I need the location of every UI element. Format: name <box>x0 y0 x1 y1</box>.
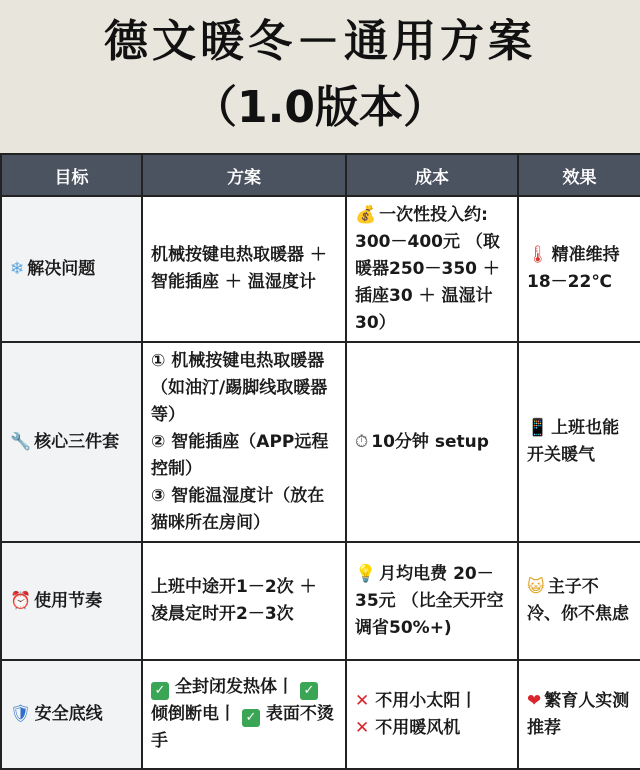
goal-label: 使用节奏 <box>34 590 103 611</box>
check-text: 表面不烫手 <box>151 704 334 751</box>
plan-text: 上班中途开1－2次 ＋ 凌晨定时开2－3次 <box>151 577 317 624</box>
column-header-plan: 方案 <box>142 154 346 196</box>
alarm-clock-icon: ⏰ <box>10 590 32 611</box>
table-row <box>1 660 640 769</box>
cost-cell <box>346 342 518 542</box>
cross-icon: ✕ <box>355 717 370 738</box>
page-title: 德文暖冬－通用方案 <box>104 16 536 67</box>
check-icon: ✓ <box>242 709 260 727</box>
plan-item: ③ 智能温湿度计（放在猫咪所在房间） <box>151 485 325 533</box>
column-header-effect: 效果 <box>518 154 640 196</box>
heart-icon: ❤ <box>527 690 542 711</box>
table-row <box>1 196 640 342</box>
check-text: 全封闭发热体丨 <box>175 677 294 697</box>
phone-icon: 📱 <box>527 418 549 438</box>
effect-text: 繁育人实测推荐 <box>527 690 630 738</box>
stopwatch-icon: ⏱ <box>355 431 369 452</box>
goal-cell <box>1 342 142 542</box>
shield-icon: 🛡 <box>10 704 32 724</box>
plan-item: ② 智能插座（APP远程控制） <box>151 431 329 479</box>
effect-cell <box>518 196 640 342</box>
table-header-row <box>1 154 640 196</box>
money-bag-icon: 💰 <box>355 204 377 225</box>
goal-cell <box>1 542 142 660</box>
goal-cell <box>1 660 142 769</box>
plan-item: ① 机械按键电热取暖器（如油汀/踢脚线取暖器等） <box>151 350 328 425</box>
table-row <box>1 542 640 660</box>
plan-table <box>0 153 640 770</box>
plan-cell <box>142 342 346 542</box>
light-bulb-icon: 💡 <box>355 563 377 584</box>
goal-label: 安全底线 <box>34 704 103 724</box>
effect-cell <box>518 342 640 542</box>
goal-cell <box>1 196 142 342</box>
plan-cell <box>142 542 346 660</box>
effect-text: 上班也能开关暖气 <box>527 418 620 465</box>
effect-cell <box>518 660 640 769</box>
title-banner <box>0 0 640 153</box>
goal-label: 解决问题 <box>27 258 96 279</box>
effect-text: 主子不冷、你不焦虑 <box>527 577 629 624</box>
cost-text: 10分钟 setup <box>371 431 489 452</box>
cross-text: 不用小太阳丨 <box>375 690 478 711</box>
cost-cell <box>346 542 518 660</box>
plan-cell <box>142 660 346 769</box>
cross-text: 不用暖风机 <box>375 717 461 738</box>
table-row <box>1 342 640 542</box>
version-subtitle: （1.0版本） <box>193 82 447 133</box>
check-icon: ✓ <box>151 682 169 700</box>
check-text: 倾倒断电丨 <box>151 704 236 724</box>
effect-cell <box>518 542 640 660</box>
cost-cell <box>346 660 518 769</box>
column-header-goal: 目标 <box>1 154 142 196</box>
effect-text: 精准维持 18－22℃ <box>527 245 620 292</box>
plan-cell <box>142 196 346 342</box>
cost-cell <box>346 196 518 342</box>
column-header-cost: 成本 <box>346 154 518 196</box>
plan-text: 机械按键电热取暖器 ＋ 智能插座 ＋ 温湿度计 <box>151 245 327 292</box>
cross-icon: ✕ <box>355 690 370 711</box>
check-icon: ✓ <box>300 682 318 700</box>
cost-text: 月均电费 20－35元 （比全天开空调省50%+) <box>355 563 504 638</box>
goal-label: 核心三件套 <box>34 431 120 452</box>
thermometer-icon: 🌡 <box>527 245 549 265</box>
cost-text: 一次性投入约: 300－400元 （取暖器250－350 ＋ 插座30 ＋ 温湿计30） <box>355 204 500 333</box>
cat-face-icon: 😺 <box>527 577 545 597</box>
wrench-icon: 🔧 <box>10 431 32 452</box>
snowflake-icon: ❄ <box>10 258 25 279</box>
